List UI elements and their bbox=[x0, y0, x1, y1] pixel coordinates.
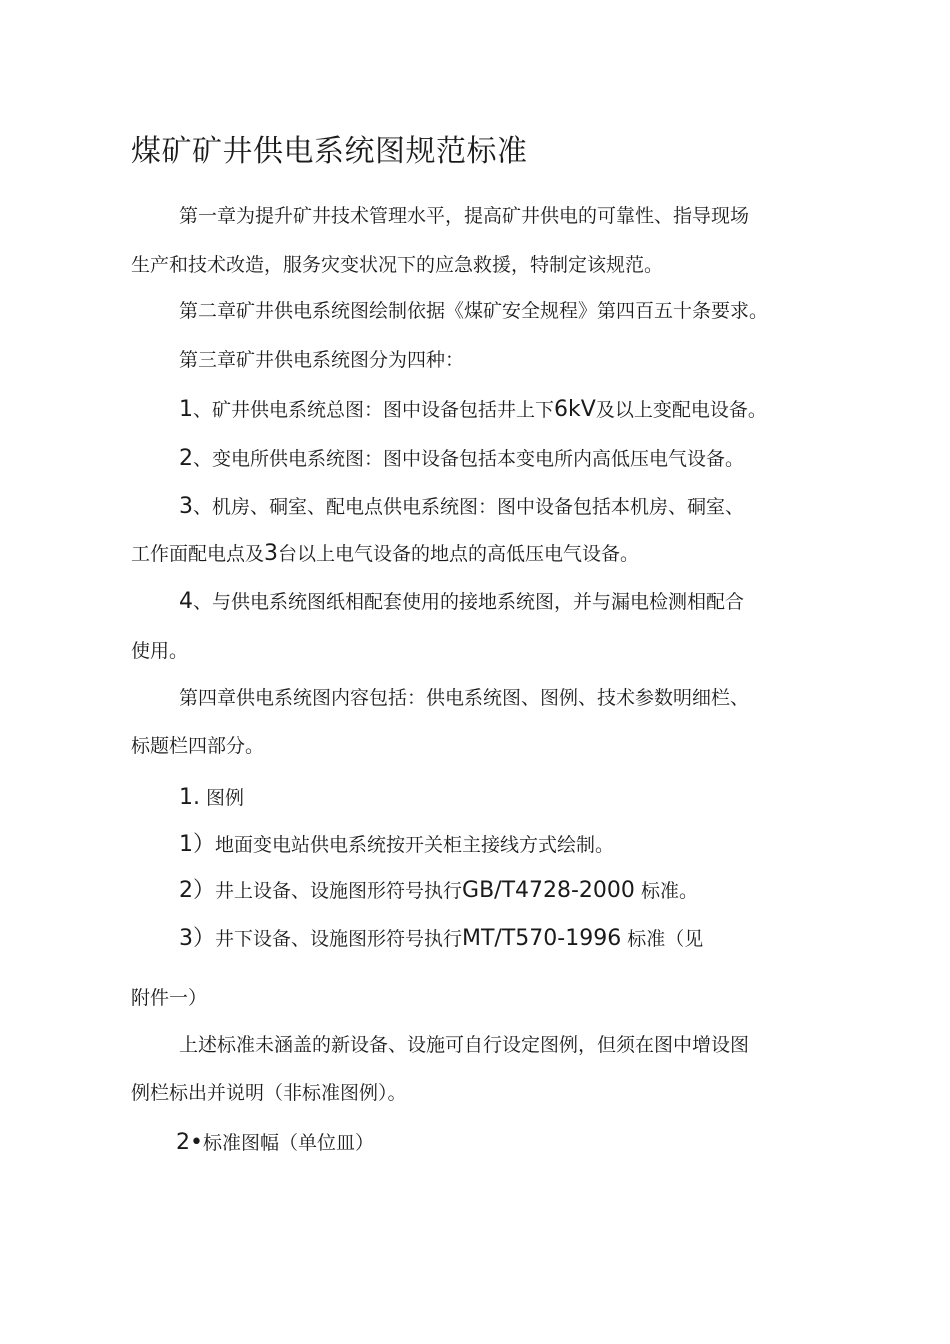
sub-item-1-text: 地面变电站供电系统按开关柜主接线方式绘制。 bbox=[215, 834, 615, 856]
list-item-3-text-b1: 工作面配电点及 bbox=[131, 543, 265, 565]
list-item-3-line-2 bbox=[131, 542, 639, 566]
list-item-4-text-a: 、与供电系统图纸相配套使用的接地系统图，并与漏电检测相配合 bbox=[193, 591, 745, 613]
list-item-3-text-a: 、机房、硐室、配电点供电系统图：图中设备包括本机房、硐室、 bbox=[193, 496, 745, 518]
sub-item-3-number: 3） bbox=[179, 926, 215, 951]
sub-item-1-number: 1） bbox=[179, 832, 215, 857]
chapter-2: 第二章矿井供电系统图绘制依据《煤矿安全规程》第四百五十条要求。 bbox=[179, 300, 769, 322]
sub-item-3-line-2: 附件一） bbox=[131, 987, 208, 1009]
list-item-3-number: 3 bbox=[179, 494, 193, 519]
list-item-2 bbox=[179, 447, 744, 471]
note-line-2: 例栏标出并说明（非标准图例）。 bbox=[131, 1082, 407, 1104]
list-item-1-number: 1 bbox=[179, 397, 193, 422]
sub-item-1 bbox=[179, 833, 614, 857]
section-1-heading bbox=[179, 786, 244, 810]
section-1-title: 图例 bbox=[206, 787, 245, 809]
list-item-3-count: 3 bbox=[264, 541, 279, 566]
section-2-title: 标准图幅（单位皿） bbox=[202, 1132, 374, 1154]
sub-item-2-text-b: 标准。 bbox=[640, 880, 698, 902]
chapter-4-line-1: 第四章供电系统图内容包括：供电系统图、图例、技术参数明细栏、 bbox=[179, 687, 750, 709]
sub-item-2-number: 2） bbox=[179, 878, 215, 903]
section-2-number: 2• bbox=[176, 1130, 203, 1155]
list-item-1-voltage: 6kV bbox=[554, 397, 596, 422]
list-item-4-number: 4 bbox=[179, 589, 193, 614]
list-item-4-line-1 bbox=[179, 590, 744, 614]
sub-item-3-text-a: 井下设备、设施图形符号执行 bbox=[215, 928, 463, 950]
section-2-heading bbox=[176, 1131, 374, 1155]
list-item-3-text-b2: 台以上电气设备的地点的高低压电气设备。 bbox=[278, 543, 640, 565]
chapter-4-line-2: 标题栏四部分。 bbox=[131, 735, 265, 757]
list-item-2-number: 2 bbox=[179, 446, 193, 471]
sub-item-3-text-b: 标准（见 bbox=[627, 928, 704, 950]
list-item-2-text: 、变电所供电系统图：图中设备包括本变电所内高低压电气设备。 bbox=[193, 448, 745, 470]
list-item-1-text-b: 及以上变配电设备。 bbox=[595, 399, 767, 421]
sub-item-2-text-a: 井上设备、设施图形符号执行 bbox=[215, 880, 463, 902]
section-1-number: 1. bbox=[179, 785, 200, 810]
sub-item-2 bbox=[179, 879, 698, 903]
note-line-1: 上述标准未涵盖的新设备、设施可自行设定图例，但须在图中增设图 bbox=[179, 1034, 750, 1056]
sub-item-2-standard: GB/T4728-2000 bbox=[462, 878, 635, 903]
document-title: 煤矿矿井供电系统图规范标准 bbox=[131, 134, 528, 169]
list-item-4-line-2: 使用。 bbox=[131, 640, 189, 662]
chapter-1-line-1: 第一章为提升矿井技术管理水平，提高矿井供电的可靠性、指导现场 bbox=[179, 205, 750, 227]
sub-item-3-standard: MT/T570-1996 bbox=[462, 926, 622, 951]
chapter-3: 第三章矿井供电系统图分为四种： bbox=[179, 349, 465, 371]
list-item-3-line-1 bbox=[179, 495, 744, 519]
list-item-1 bbox=[179, 398, 767, 422]
chapter-1-line-2: 生产和技术改造，服务灾变状况下的应急救援，特制定该规范。 bbox=[131, 254, 664, 276]
list-item-1-text-a: 、矿井供电系统总图：图中设备包括井上下 bbox=[193, 399, 555, 421]
sub-item-3-line-1 bbox=[179, 927, 703, 951]
